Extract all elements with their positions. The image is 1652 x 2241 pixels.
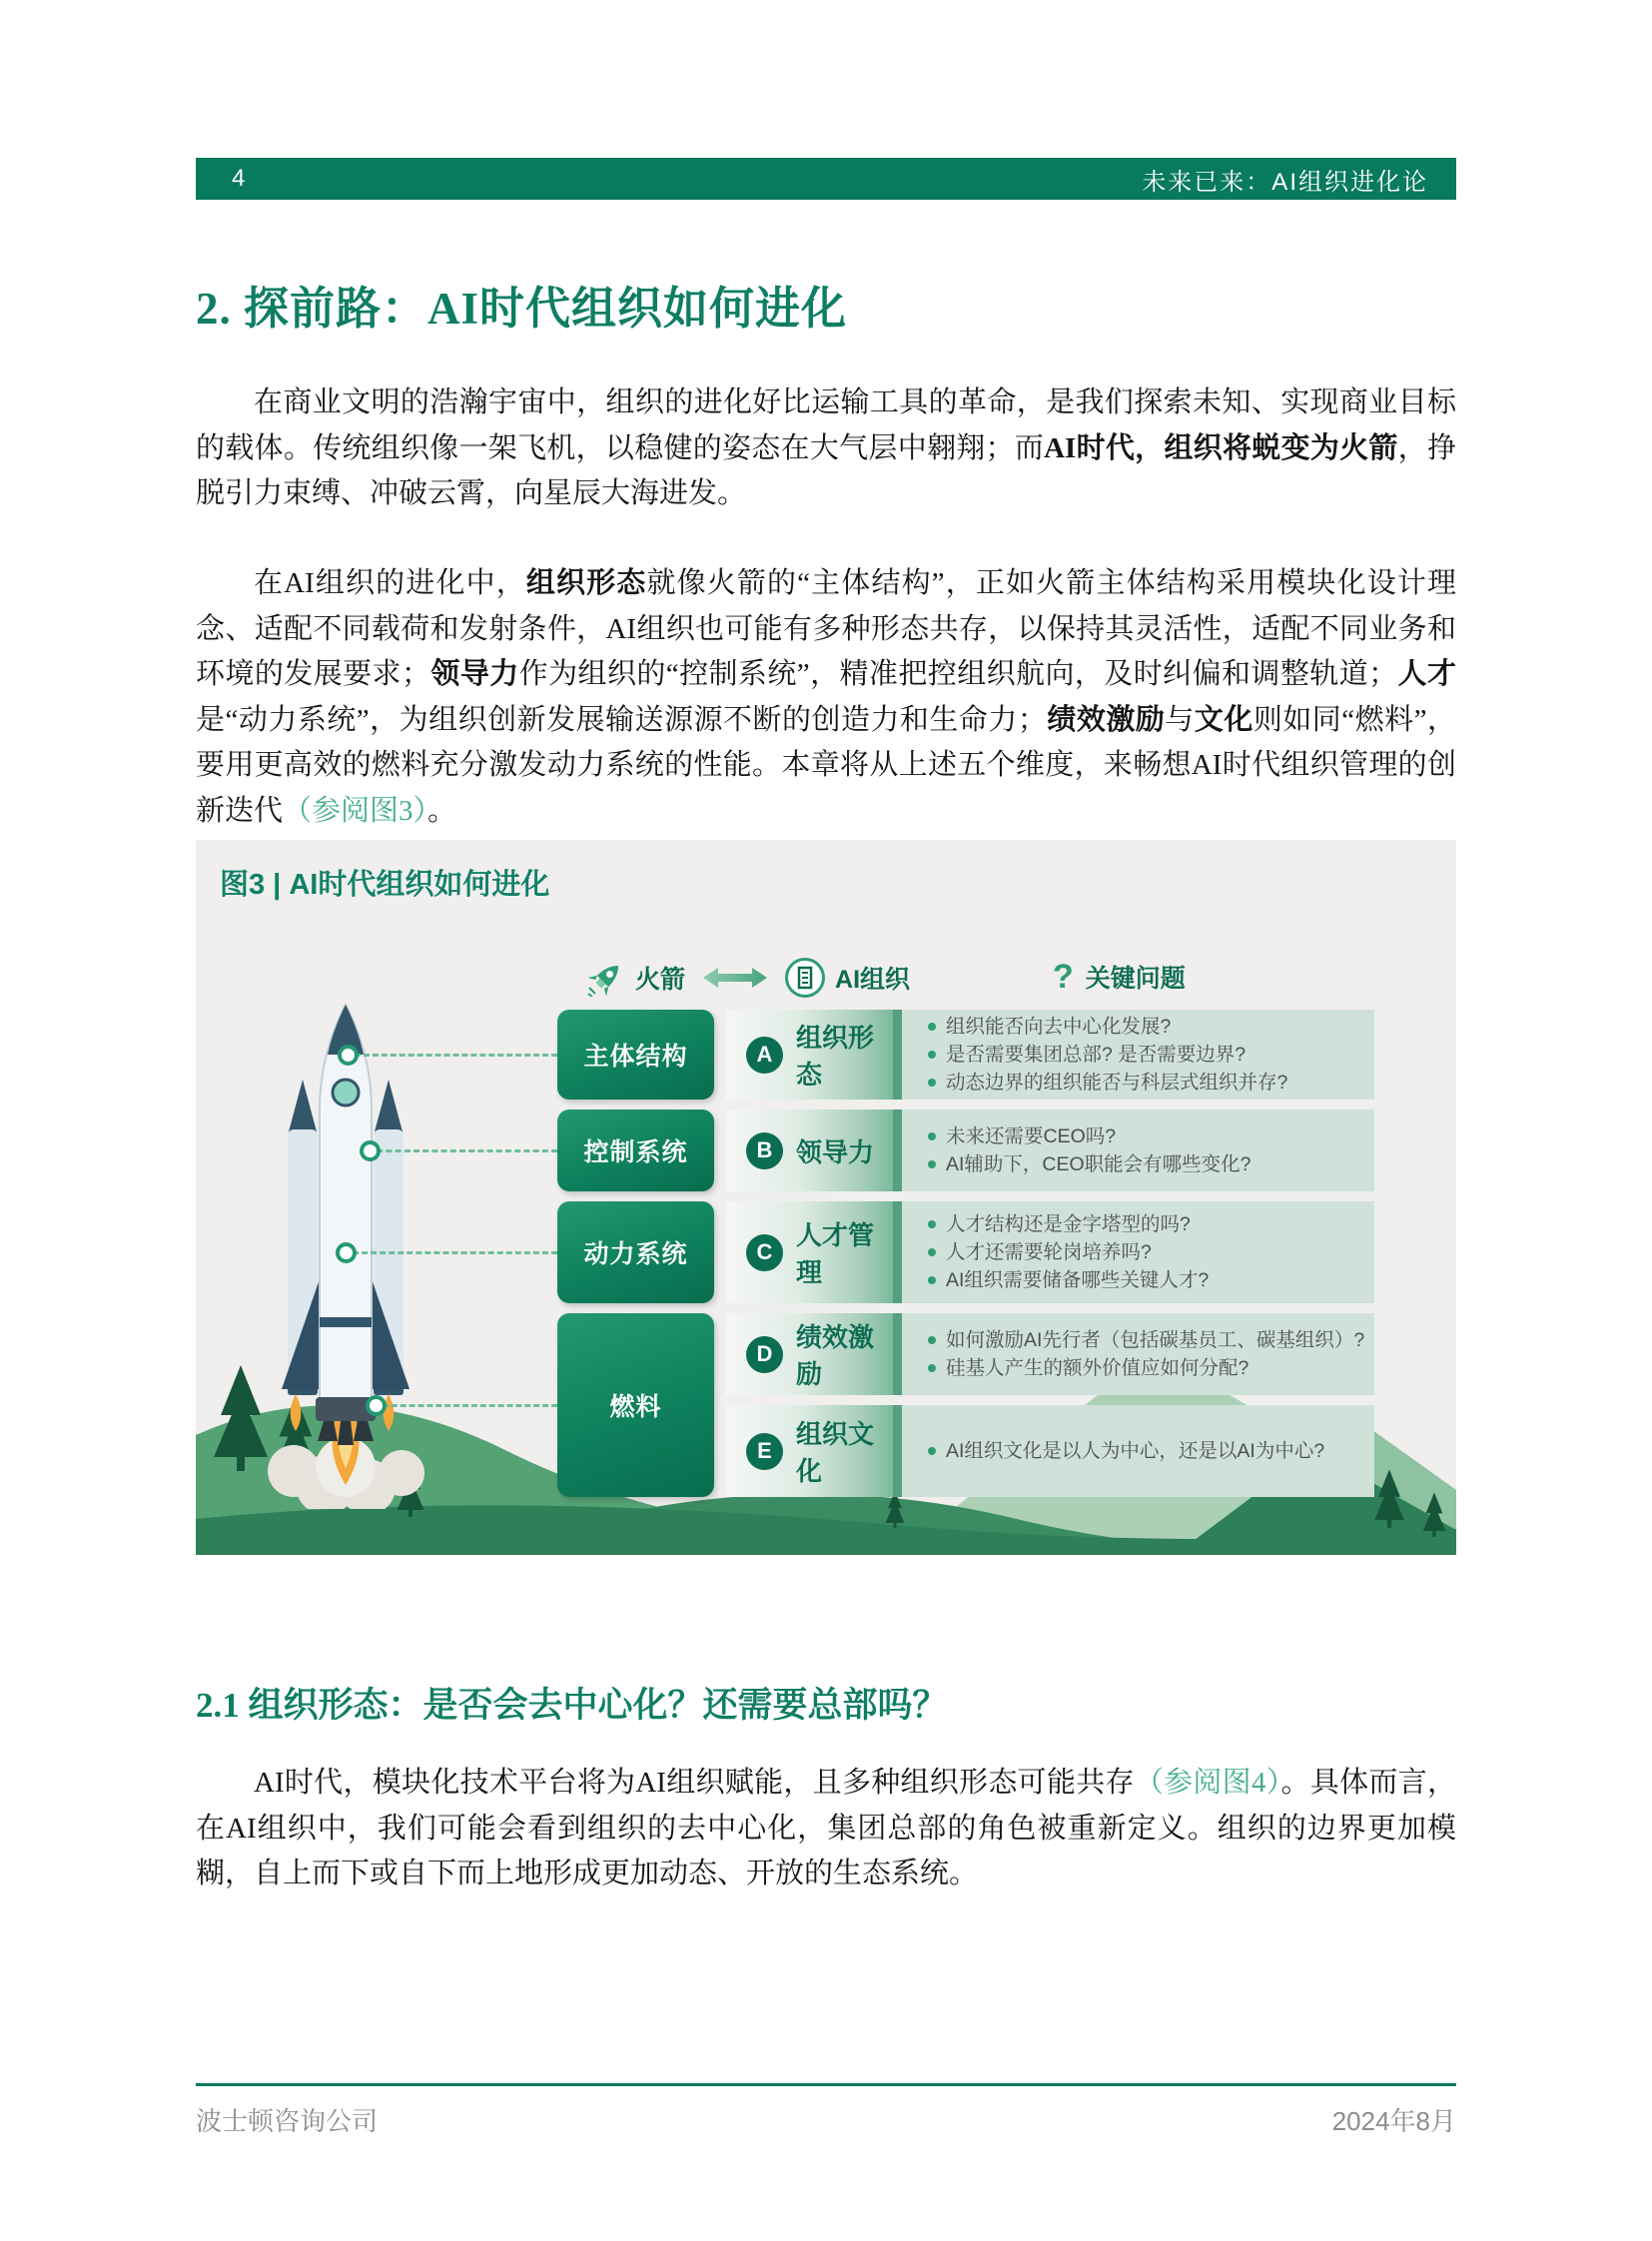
page-number: 4 bbox=[232, 165, 248, 192]
question-text: AI组织需要储备哪些关键人才? bbox=[946, 1268, 1210, 1291]
bullet-dot bbox=[928, 1276, 936, 1284]
paragraph-3 bbox=[196, 1761, 1456, 1897]
legend-questions-label: 关键问题 bbox=[1085, 965, 1186, 993]
questions-box bbox=[902, 1313, 1374, 1395]
question-item bbox=[928, 1071, 1366, 1096]
text-run: 与 bbox=[1165, 703, 1195, 736]
questions-box bbox=[902, 1110, 1374, 1191]
row-label: 组织文化 bbox=[796, 1419, 875, 1486]
bullet-dot bbox=[928, 1051, 936, 1059]
text-run: 领导力 bbox=[429, 658, 519, 690]
page-footer bbox=[196, 2101, 1456, 2138]
connector-dot bbox=[366, 1395, 387, 1416]
questions-box bbox=[902, 1201, 1374, 1303]
bullet-dot bbox=[928, 1132, 936, 1140]
figure-3 bbox=[196, 840, 1456, 1555]
text-run: ，挣脱引力束缚、冲破云霄，向星辰大海进发。 bbox=[196, 431, 1456, 509]
question-text: AI组织文化是以人为中心，还是以AI为中心? bbox=[946, 1439, 1325, 1462]
row-label: 人才管理 bbox=[796, 1220, 875, 1287]
text-run: 。 bbox=[427, 794, 457, 827]
question-text: 硅基人产生的额外价值应如何分配? bbox=[946, 1356, 1249, 1379]
connector-dot bbox=[338, 1045, 359, 1066]
footer-date: 2024年8月 bbox=[1331, 2106, 1456, 2136]
row-label: 组织形态 bbox=[796, 1023, 875, 1090]
text-run: 是“动力系统”，为组织创新发展输送源源不断的创造力和生命力； bbox=[196, 703, 1047, 736]
page-header bbox=[196, 158, 1456, 200]
bullet-dot bbox=[928, 1160, 936, 1168]
question-item bbox=[928, 1268, 1366, 1293]
question-text: AI辅助下，CEO职能会有哪些变化? bbox=[946, 1152, 1251, 1175]
section-heading: 2. 探前路：AI时代组织如何进化 bbox=[196, 284, 848, 334]
figure-row-b bbox=[726, 1110, 1374, 1191]
question-item bbox=[928, 1043, 1366, 1068]
figure-reference-link[interactable]: （参阅图4） bbox=[1134, 1767, 1281, 1799]
question-item bbox=[928, 1240, 1366, 1265]
rocket-icon bbox=[587, 959, 625, 997]
question-item bbox=[928, 1015, 1366, 1040]
connector-dot bbox=[360, 1140, 381, 1161]
connector-line bbox=[368, 1149, 557, 1152]
bullet-dot bbox=[928, 1364, 936, 1372]
text-run: AI时代，组织将蜕变为火箭 bbox=[1044, 431, 1398, 464]
footer-company: 波士顿咨询公司 bbox=[196, 2106, 379, 2136]
figure-reference-link[interactable]: （参阅图3） bbox=[283, 794, 428, 827]
row-label-box bbox=[726, 1405, 902, 1497]
subsection-heading: 2.1 组织形态：是否会去中心化？还需要总部吗？ bbox=[196, 1686, 948, 1725]
text-run: 人才 bbox=[1397, 658, 1456, 690]
row-label-box bbox=[726, 1110, 902, 1191]
letter-badge: D bbox=[746, 1336, 783, 1373]
text-run: 绩效激励 bbox=[1046, 703, 1166, 736]
bullet-dot bbox=[928, 1023, 936, 1031]
row-label-box bbox=[726, 1010, 902, 1100]
connector-line bbox=[344, 1251, 557, 1254]
figure-row-a bbox=[726, 1010, 1374, 1100]
bullet-dot bbox=[928, 1248, 936, 1256]
text-run: 。具体而言，在AI组织中，我们可能会看到组织的去中心化，集团总部的角色被重新定义。组织的边界更加模糊，自上而下或自下而上地形成更加动态、开放的生态系统。 bbox=[196, 1767, 1456, 1889]
connector-dot bbox=[336, 1242, 357, 1263]
legend-rocket-label: 火箭 bbox=[635, 966, 686, 994]
text-run: 作为组织的“控制系统”，精准把控组织航向，及时纠偏和调整轨道； bbox=[518, 658, 1398, 690]
row-label-box bbox=[726, 1313, 902, 1395]
question-text: 动态边界的组织能否与科层式组织并存? bbox=[946, 1071, 1288, 1094]
question-item bbox=[928, 1328, 1366, 1353]
double-arrow-icon bbox=[703, 966, 767, 990]
question-item bbox=[928, 1212, 1366, 1237]
question-text: 组织能否向去中心化发展? bbox=[946, 1015, 1172, 1038]
connector-line bbox=[374, 1404, 557, 1407]
paragraph-1 bbox=[196, 380, 1456, 517]
question-text: 人才结构还是金字塔型的吗? bbox=[946, 1212, 1191, 1235]
question-item bbox=[928, 1152, 1366, 1177]
bullet-dot bbox=[928, 1079, 936, 1087]
footer-rule bbox=[196, 2083, 1456, 2086]
question-mark-icon: ? bbox=[1053, 958, 1074, 996]
figure-legend bbox=[196, 958, 1456, 1000]
question-item bbox=[928, 1356, 1366, 1381]
text-run: 文化 bbox=[1194, 703, 1253, 736]
question-text: 是否需要集团总部? 是否需要边界? bbox=[946, 1043, 1246, 1066]
text-run: 则如同“燃料”，要用更高效的燃料充分激发动力系统的性能。本章将从上述五个维度，来畅想AI时代组织管理的创新迭代 bbox=[196, 703, 1456, 827]
figure-row-c bbox=[726, 1201, 1374, 1303]
header-title: 未来已来：AI组织进化论 bbox=[1142, 168, 1428, 196]
question-text: 如何激励AI先行者（包括碳基员工、碳基组织）? bbox=[946, 1328, 1365, 1351]
question-text: 人才还需要轮岗培养吗? bbox=[946, 1240, 1152, 1263]
left-box-fuel: 燃料 bbox=[557, 1313, 714, 1497]
row-label: 绩效激励 bbox=[796, 1322, 875, 1389]
letter-badge: E bbox=[746, 1433, 783, 1470]
text-run: 组织形态 bbox=[525, 567, 647, 599]
bullet-dot bbox=[928, 1220, 936, 1228]
letter-badge: B bbox=[746, 1132, 783, 1169]
left-box-body-structure: 主体结构 bbox=[557, 1010, 714, 1100]
connector-line bbox=[346, 1054, 557, 1057]
question-item bbox=[928, 1439, 1366, 1464]
question-item bbox=[928, 1124, 1366, 1149]
letter-badge: C bbox=[746, 1234, 783, 1271]
bullet-dot bbox=[928, 1336, 936, 1344]
organization-icon bbox=[785, 958, 825, 998]
text-run: 就像火箭的“主体结构”，正如火箭主体结构采用模块化设计理念、适配不同载荷和发射条件，AI组织也可能有多种形态共存，以保持其灵活性，适配不同业务和环境的发展要求； bbox=[196, 567, 1456, 690]
row-label-box bbox=[726, 1201, 902, 1303]
question-text: 未来还需要CEO吗? bbox=[946, 1124, 1117, 1147]
text-run: 在商业文明的浩瀚宇宙中，组织的进化好比运输工具的革命，是我们探索未知、实现商业目标的载体。传统组织像一架飞机，以稳健的姿态在大气层中翱翔；而 bbox=[196, 386, 1456, 464]
figure-title: 图3 | AI时代组织如何进化 bbox=[220, 869, 550, 901]
left-box-control-system: 控制系统 bbox=[557, 1110, 714, 1191]
questions-box bbox=[902, 1010, 1374, 1100]
row-label: 领导力 bbox=[796, 1136, 875, 1167]
left-box-power-system: 动力系统 bbox=[557, 1201, 714, 1303]
questions-box bbox=[902, 1405, 1374, 1497]
figure-row-d bbox=[726, 1313, 1374, 1395]
legend-org-label: AI组织 bbox=[835, 966, 911, 994]
text-run: AI时代，模块化技术平台将为AI组织赋能，且多种组织形态可能共存 bbox=[254, 1767, 1135, 1799]
text-run: 在AI组织的进化中， bbox=[254, 567, 526, 599]
letter-badge: A bbox=[746, 1037, 783, 1074]
paragraph-2 bbox=[196, 561, 1456, 834]
figure-row-e bbox=[726, 1405, 1374, 1497]
bullet-dot bbox=[928, 1447, 936, 1455]
